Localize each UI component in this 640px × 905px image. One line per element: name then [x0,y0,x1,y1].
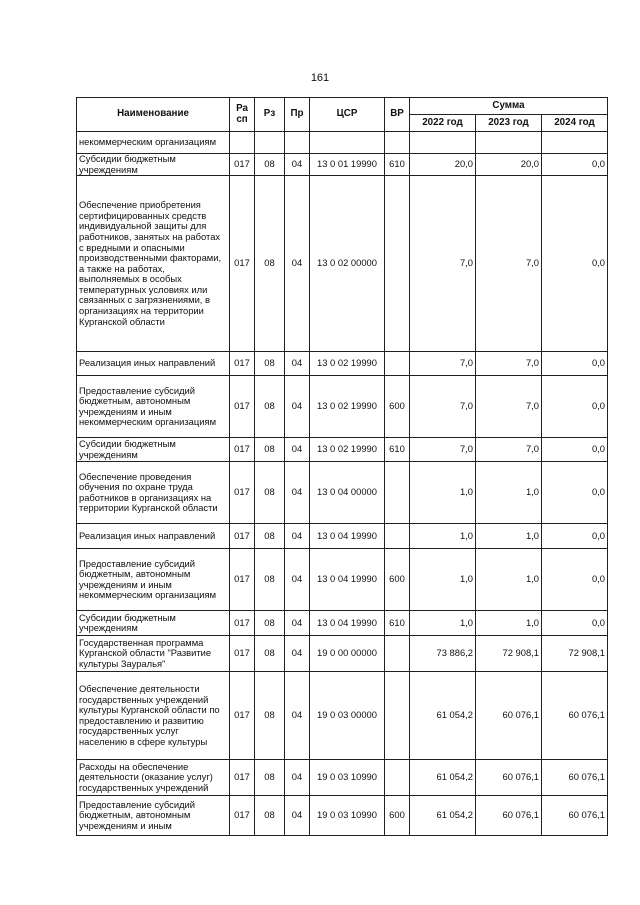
table-body [77,132,608,836]
row-amount-2024: 60 076,1 [542,672,608,760]
row-amount-2023: 7,0 [476,176,542,352]
row-vr: 610 [385,611,410,636]
row-rasp: 017 [230,796,255,836]
row-amount-2024: 0,0 [542,376,608,438]
row-rz [255,132,285,154]
table-row [77,611,608,636]
table-row [77,176,608,352]
header-pr: Пр [285,98,310,132]
row-amount-2024: 0,0 [542,611,608,636]
row-amount-2023: 1,0 [476,524,542,549]
row-csr: 13 0 04 19990 [310,524,385,549]
row-csr: 13 0 02 19990 [310,438,385,462]
row-vr [385,636,410,672]
row-rasp: 017 [230,462,255,524]
row-rz: 08 [255,176,285,352]
row-amount-2024: 0,0 [542,438,608,462]
row-pr: 04 [285,636,310,672]
row-amount-2024: 72 908,1 [542,636,608,672]
row-amount-2023: 1,0 [476,549,542,611]
row-amount-2024: 0,0 [542,524,608,549]
row-amount-2022: 1,0 [410,524,476,549]
header-rasp: Ра сп [230,98,255,132]
row-rasp: 017 [230,352,255,376]
row-amount-2022: 7,0 [410,376,476,438]
row-pr: 04 [285,376,310,438]
row-amount-2022: 61 054,2 [410,672,476,760]
row-amount-2024: 0,0 [542,549,608,611]
row-amount-2024: 0,0 [542,462,608,524]
row-amount-2022: 7,0 [410,352,476,376]
row-name: Реализация иных направлений [77,352,230,376]
page-number: 161 [310,72,330,84]
row-vr: 610 [385,154,410,176]
row-csr: 19 0 00 00000 [310,636,385,672]
row-name: Обеспечение приобретения сертифицированных средств индивидуальной защиты для работников, занятых на работах с вредными и опасными производственными факторами, а также на работах, выполняемых в особых температурных условиях или связанных с загрязнениями, в организациях на территории Курганской области [77,176,230,352]
header-2022: 2022 год [410,115,476,132]
row-pr: 04 [285,352,310,376]
table-row [77,524,608,549]
row-amount-2023: 60 076,1 [476,796,542,836]
header-csr: ЦСР [310,98,385,132]
row-pr: 04 [285,438,310,462]
row-pr [285,132,310,154]
row-pr: 04 [285,672,310,760]
row-amount-2022: 20,0 [410,154,476,176]
row-vr: 610 [385,438,410,462]
header-sum: Сумма [410,98,608,115]
row-amount-2022 [410,132,476,154]
row-pr: 04 [285,524,310,549]
row-rz: 08 [255,672,285,760]
row-rz: 08 [255,524,285,549]
row-amount-2022: 61 054,2 [410,760,476,796]
row-name: Субсидии бюджетным учреждениям [77,154,230,176]
table-row [77,376,608,438]
row-csr: 13 0 01 19990 [310,154,385,176]
header-name: Наименование [77,98,230,132]
row-rasp: 017 [230,672,255,760]
row-vr [385,352,410,376]
row-csr: 19 0 03 00000 [310,672,385,760]
row-amount-2022: 73 886,2 [410,636,476,672]
row-csr: 13 0 02 19990 [310,352,385,376]
row-rasp: 017 [230,376,255,438]
row-name: Государственная программа Курганской области "Развитие культуры Зауралья" [77,636,230,672]
row-amount-2024: 60 076,1 [542,796,608,836]
row-pr: 04 [285,549,310,611]
row-name: Предоставление субсидий бюджетным, автономным учреждениям и иным [77,796,230,836]
row-rasp [230,132,255,154]
budget-table [76,97,608,836]
row-amount-2023: 20,0 [476,154,542,176]
row-amount-2023: 7,0 [476,376,542,438]
row-rz: 08 [255,154,285,176]
row-rz: 08 [255,760,285,796]
table-row [77,636,608,672]
row-csr: 13 0 02 00000 [310,176,385,352]
row-rz: 08 [255,376,285,438]
table-row [77,154,608,176]
row-pr: 04 [285,462,310,524]
table-row [77,462,608,524]
row-amount-2024: 60 076,1 [542,760,608,796]
row-rz: 08 [255,549,285,611]
row-pr: 04 [285,796,310,836]
row-amount-2022: 7,0 [410,438,476,462]
row-amount-2024: 0,0 [542,176,608,352]
row-vr [385,524,410,549]
row-rz: 08 [255,611,285,636]
row-amount-2023: 7,0 [476,352,542,376]
row-name: Субсидии бюджетным учреждениям [77,438,230,462]
header-2023: 2023 год [476,115,542,132]
row-amount-2023: 1,0 [476,462,542,524]
table-row [77,672,608,760]
row-vr [385,132,410,154]
header-vr: ВР [385,98,410,132]
table-row [77,796,608,836]
row-csr: 13 0 04 19990 [310,549,385,611]
row-amount-2022: 61 054,2 [410,796,476,836]
header-2024: 2024 год [542,115,608,132]
row-csr [310,132,385,154]
row-rz: 08 [255,438,285,462]
table-row [77,549,608,611]
row-amount-2022: 7,0 [410,176,476,352]
row-amount-2024 [542,132,608,154]
row-vr: 600 [385,549,410,611]
row-pr: 04 [285,760,310,796]
table-row [77,438,608,462]
row-csr: 19 0 03 10990 [310,796,385,836]
row-vr: 600 [385,376,410,438]
row-amount-2024: 0,0 [542,352,608,376]
row-amount-2023: 72 908,1 [476,636,542,672]
row-rasp: 017 [230,760,255,796]
header-rz: Рз [255,98,285,132]
row-rz: 08 [255,462,285,524]
table-row [77,132,608,154]
row-csr: 13 0 04 19990 [310,611,385,636]
row-rasp: 017 [230,176,255,352]
table-row [77,352,608,376]
row-amount-2022: 1,0 [410,462,476,524]
row-name: Реализация иных направлений [77,524,230,549]
row-vr [385,672,410,760]
row-amount-2023 [476,132,542,154]
row-name: Предоставление субсидий бюджетным, автономным учреждениям и иным некоммерческим организациям [77,376,230,438]
row-amount-2024: 0,0 [542,154,608,176]
row-name: Расходы на обеспечение деятельности (оказание услуг) государственных учреждений [77,760,230,796]
row-name: некоммерческим организациям [77,132,230,154]
row-pr: 04 [285,176,310,352]
table-row [77,760,608,796]
row-amount-2023: 7,0 [476,438,542,462]
row-amount-2023: 1,0 [476,611,542,636]
row-vr [385,176,410,352]
row-rz: 08 [255,352,285,376]
row-rasp: 017 [230,549,255,611]
row-rasp: 017 [230,154,255,176]
row-rasp: 017 [230,524,255,549]
row-rz: 08 [255,636,285,672]
row-csr: 13 0 02 19990 [310,376,385,438]
row-vr: 600 [385,796,410,836]
row-vr [385,760,410,796]
row-amount-2023: 60 076,1 [476,672,542,760]
row-name: Обеспечение деятельности государственных учреждений культуры Курганской области по предоставлению и развитию государственных услуг населению в сфере культуры [77,672,230,760]
row-rasp: 017 [230,611,255,636]
row-rasp: 017 [230,636,255,672]
row-name: Обеспечение проведения обучения по охране труда работников в организациях на территории Курганской области [77,462,230,524]
row-amount-2023: 60 076,1 [476,760,542,796]
row-rz: 08 [255,796,285,836]
row-csr: 19 0 03 10990 [310,760,385,796]
row-csr: 13 0 04 00000 [310,462,385,524]
row-name: Субсидии бюджетным учреждениям [77,611,230,636]
row-vr [385,462,410,524]
row-amount-2022: 1,0 [410,611,476,636]
row-pr: 04 [285,611,310,636]
row-pr: 04 [285,154,310,176]
row-name: Предоставление субсидий бюджетным, автономным учреждениям и иным некоммерческим организациям [77,549,230,611]
row-amount-2022: 1,0 [410,549,476,611]
row-rasp: 017 [230,438,255,462]
